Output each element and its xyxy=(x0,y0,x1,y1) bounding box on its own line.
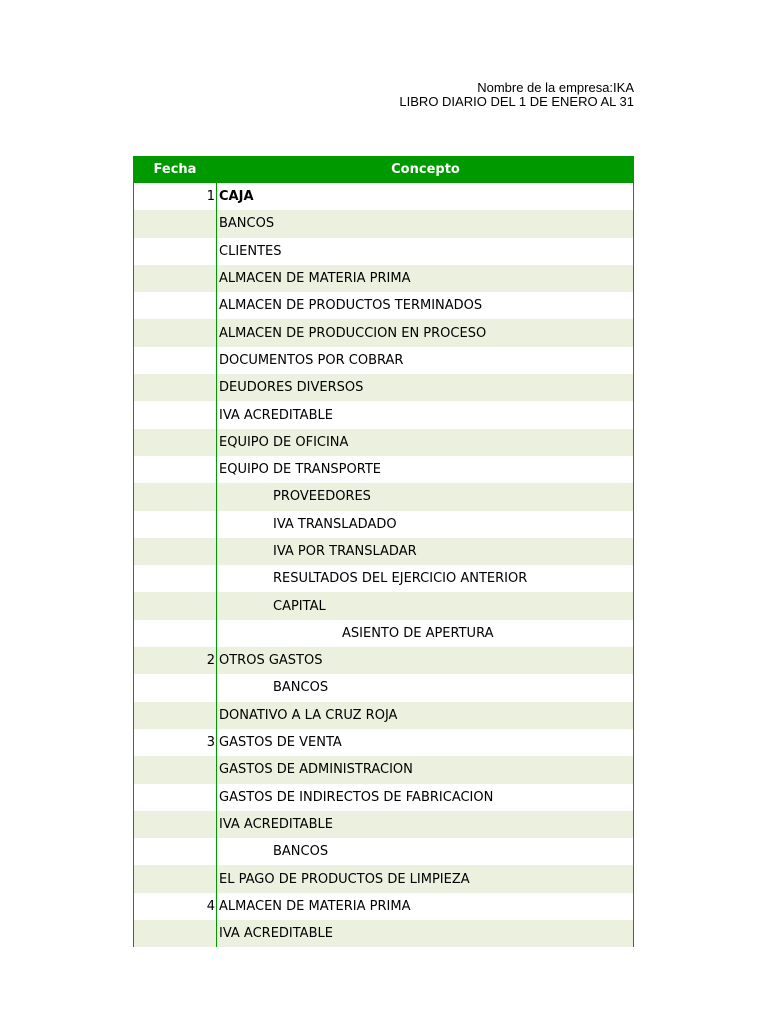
table-row xyxy=(134,401,633,428)
concepto-cell: IVA TRANSLADADO xyxy=(273,516,397,532)
fecha-cell xyxy=(134,674,217,701)
table-body xyxy=(133,183,634,947)
fecha-cell: 1 xyxy=(134,183,217,210)
table-row xyxy=(134,374,633,401)
fecha-cell xyxy=(134,811,217,838)
table-row xyxy=(134,238,633,265)
concepto-cell: RESULTADOS DEL EJERCICIO ANTERIOR xyxy=(273,571,528,587)
table-row xyxy=(134,756,633,783)
fecha-cell xyxy=(134,702,217,729)
fecha-cell xyxy=(134,565,217,592)
concepto-cell: EQUIPO DE TRANSPORTE xyxy=(219,462,381,478)
concepto-cell: EL PAGO DE PRODUCTOS DE LIMPIEZA xyxy=(219,871,470,887)
concepto-cell: DONATIVO A LA CRUZ ROJA xyxy=(219,707,398,723)
fecha-cell xyxy=(134,756,217,783)
table-row xyxy=(134,702,633,729)
concepto-cell: GASTOS DE INDIRECTOS DE FABRICACION xyxy=(219,789,494,805)
table-row xyxy=(134,347,633,374)
fecha-cell xyxy=(134,456,217,483)
fecha-cell xyxy=(134,319,217,346)
fecha-cell xyxy=(134,347,217,374)
table-row xyxy=(134,483,633,510)
fecha-cell xyxy=(134,920,217,947)
fecha-cell: 4 xyxy=(134,893,217,920)
table-row xyxy=(134,210,633,237)
concepto-cell: IVA ACREDITABLE xyxy=(219,816,333,832)
column-header-concepto: Concepto xyxy=(391,162,460,177)
journal-title-line: LIBRO DIARIO DEL 1 DE ENERO AL 31 xyxy=(399,94,634,109)
table-row xyxy=(134,183,633,210)
fecha-cell xyxy=(134,429,217,456)
table-row xyxy=(134,565,633,592)
concepto-cell: ALMACEN DE MATERIA PRIMA xyxy=(219,271,411,287)
table-row xyxy=(134,429,633,456)
table-header xyxy=(133,156,634,183)
fecha-cell xyxy=(134,483,217,510)
table-row xyxy=(134,729,633,756)
concepto-cell: DEUDORES DIVERSOS xyxy=(219,380,364,396)
concepto-cell: PROVEEDORES xyxy=(273,489,371,505)
fecha-cell xyxy=(134,620,217,647)
table-row xyxy=(134,511,633,538)
fecha-cell xyxy=(134,784,217,811)
fecha-cell: 2 xyxy=(134,647,217,674)
table-row xyxy=(134,838,633,865)
table-row xyxy=(134,865,633,892)
concepto-cell: IVA POR TRANSLADAR xyxy=(273,544,417,559)
fecha-cell xyxy=(134,511,217,538)
fecha-cell xyxy=(134,592,217,619)
fecha-cell xyxy=(134,838,217,865)
concepto-cell: BANCOS xyxy=(219,216,275,232)
column-header-fecha: Fecha xyxy=(153,162,197,177)
fecha-cell xyxy=(134,238,217,265)
table-row xyxy=(134,647,633,674)
journal-table xyxy=(133,156,634,947)
table-row xyxy=(134,265,633,292)
table-row xyxy=(134,456,633,483)
fecha-cell xyxy=(134,401,217,428)
concepto-cell: BANCOS xyxy=(273,680,329,696)
fecha-cell xyxy=(134,538,217,565)
concepto-cell: CAPITAL xyxy=(273,598,326,614)
fecha-cell xyxy=(134,865,217,892)
table-row xyxy=(134,538,633,565)
fecha-cell xyxy=(134,292,217,319)
table-row xyxy=(134,784,633,811)
table-row xyxy=(134,319,633,346)
table-row xyxy=(134,893,633,920)
concepto-cell: ALMACEN DE PRODUCCION EN PROCESO xyxy=(219,325,487,341)
table-row xyxy=(134,920,633,947)
fecha-cell xyxy=(134,265,217,292)
concepto-cell: ASIENTO DE APERTURA xyxy=(342,625,494,641)
fecha-cell xyxy=(134,210,217,237)
concepto-cell: ALMACEN DE PRODUCTOS TERMINADOS xyxy=(219,298,483,314)
concepto-cell: EQUIPO DE OFICINA xyxy=(219,434,349,450)
concepto-cell: GASTOS DE VENTA xyxy=(219,735,342,751)
fecha-cell: 3 xyxy=(134,729,217,756)
concepto-cell: CLIENTES xyxy=(219,243,282,259)
fecha-cell xyxy=(134,374,217,401)
concepto-cell: CAJA xyxy=(219,189,254,205)
table-row xyxy=(134,674,633,701)
concepto-cell: IVA ACREDITABLE xyxy=(219,407,333,423)
table-row xyxy=(134,592,633,619)
concepto-cell: IVA ACREDITABLE xyxy=(219,926,333,942)
concepto-cell: OTROS GASTOS xyxy=(219,653,323,669)
table-row xyxy=(134,811,633,838)
concepto-cell: BANCOS xyxy=(273,844,329,860)
table-row xyxy=(134,292,633,319)
table-row xyxy=(134,620,633,647)
concepto-cell: DOCUMENTOS POR COBRAR xyxy=(219,352,404,368)
concepto-cell: GASTOS DE ADMINISTRACION xyxy=(219,762,413,778)
company-name-line: Nombre de la empresa:IKA xyxy=(477,80,634,95)
concepto-cell: ALMACEN DE MATERIA PRIMA xyxy=(219,898,411,914)
